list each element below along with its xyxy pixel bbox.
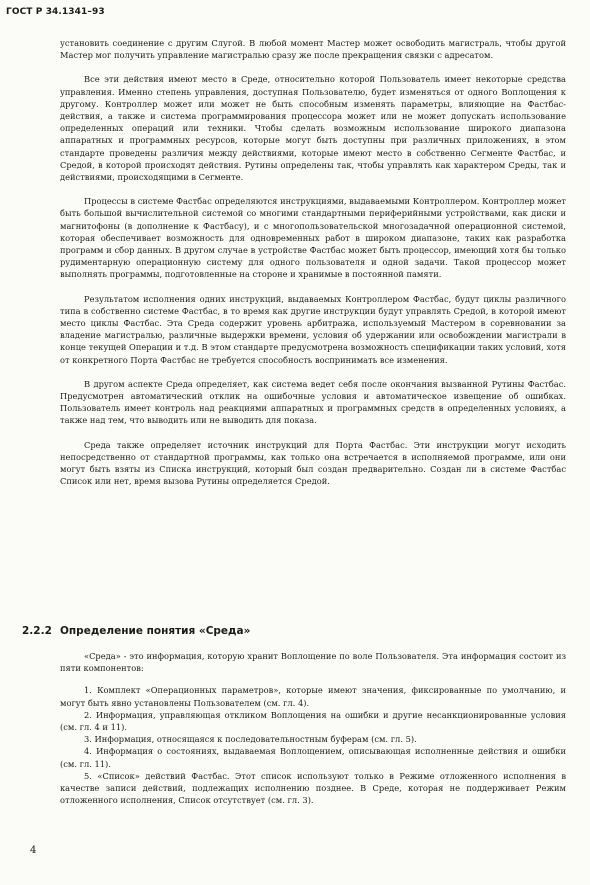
section-number: 2.2.2 bbox=[22, 625, 52, 637]
section-body bbox=[60, 650, 566, 806]
list-item: 3. Информация, относящаяся к последовательностным буферам (см. гл. 5). bbox=[84, 734, 417, 745]
list-item: 1. Комплект «Операционных параметров», которые имеют значения, фиксированные по умолчанию, и могут быть явно установлены Пользователем (см. гл. 4). bbox=[60, 685, 566, 708]
section-title: Определение понятия «Среда» bbox=[60, 625, 251, 637]
paragraph: В другом аспекте Среда определяет, как система ведет себя после окончания вызванной Рутины Фастбас. Предусмотрен автоматический отклик на ошибочные условия и автоматическое извещение об ошибках. Пользователь имеет контроль над реакциями аппаратных и программных средств в определенных условиях, а также над тем, что выводить или не выводить для показа. bbox=[60, 378, 566, 426]
component-list bbox=[60, 684, 566, 806]
list-item: 2. Информация, управляющая откликом Воплощения на ошибки и другие несанкционированные условия (см. гл. 4 и 11). bbox=[60, 709, 566, 733]
page-number: 4 bbox=[30, 845, 37, 856]
paragraph: установить соединение с другим Слугой. В любой момент Мастер может освободить магистраль, чтобы другой Мастер мог получить управление магистралью сразу же после прекращения связки с адресатом. bbox=[60, 38, 566, 61]
section-intro: «Среда» - это информация, которую хранит Воплощение по воле Пользователя. Эта информация состоит из пяти компонентов: bbox=[60, 651, 566, 674]
section-heading bbox=[22, 625, 250, 637]
list-item: 4. Информация о состояниях, выдаваемая Воплощением, описывающая исполненные действия и ошибки (см. гл. 11). bbox=[60, 746, 566, 769]
paragraph: Результатом исполнения одних инструкций, выдаваемых Контроллером Фастбас, будут циклы различного типа в собственно системе Фастбас, в то время как другие инструкции будут управлять Средой, в которой имеют место циклы Фастбас. Эта Среда содержит уровень арбитража, используемый Мастером в соревновании за владение магистралью, различные выдержки времени, условия об удержании или освобождении магистрали в конце текущей Операции и т.д. В этом стандарте предусмотрена возможность спецификации таких условий, хотя от конкретного Порта Фастбас не требуется способность воспринимать все изменения. bbox=[60, 293, 566, 365]
list-item: 5. «Список» действий Фастбас. Этот список используют только в Режиме отложенного исполнения в качестве записи действий, подлежащих исполнению позднее. В Среде, которая не поддерживает Режим отложенного исполнения, Список отсутствует (см. гл. 3). bbox=[60, 770, 566, 806]
paragraph: Среда также определяет источник инструкций для Порта Фастбас. Эти инструкции могут исходить непосредственно от стандартной программы, как только она встречается в исполняемой программе, или они могут быть взяты из Списка инструкций, который был создан предварительно. Создан ли в системе Фастбас Список или нет, время вызова Рутины определяется Средой. bbox=[60, 439, 566, 487]
paragraph: Все эти действия имеют место в Среде, относительно которой Пользователь имеет некоторые средства управления. Именно степень управления, доступная Пользователю, будет изменяться от одного Воплощения к другому. Контроллер может или может не быть способным изменять параметры, влияющие на Фастбас-действия, а также и система программирования процессора может или не может допускать использование определенных операций или техники. Чтобы сделать возможным использование широкого диапазона аппаратных и программных ресурсов, которые могут быть доступны при различных приложениях, в этом стандарте проведены различия между действиями, которые имеют место в собственно Сегменте Фастбас, и Средой, в которой происходят действия. Рутины определены так, чтобы управлять как характером Среды, так и действиями, происходящими в Сегменте. bbox=[60, 74, 566, 183]
body-text bbox=[60, 37, 566, 500]
standard-header: ГОСТ Р 34.1341–93 bbox=[6, 7, 105, 17]
paragraph: Процессы в системе Фастбас определяются инструкциями, выдаваемыми Контроллером. Контроллер может быть большой вычислительной системой со многими стандартными периферийными устройствами, как диски и магнитофоны (в дополнение к Фастбасу), и с многопользовательской многозадачной операционной системой, которая обеспечивает возможность для одновременных работ в широком диапазоне, таких как разработка программ и сбор данных. В другом случае в устройстве Фастбас может быть процессор, имеющий хотя бы только рудиментарную операционную систему для одного пользователя и одной задачи. Такой процессор может выполнять программы, подготовленные на стороне и хранимые в постоянной памяти. bbox=[60, 196, 566, 280]
